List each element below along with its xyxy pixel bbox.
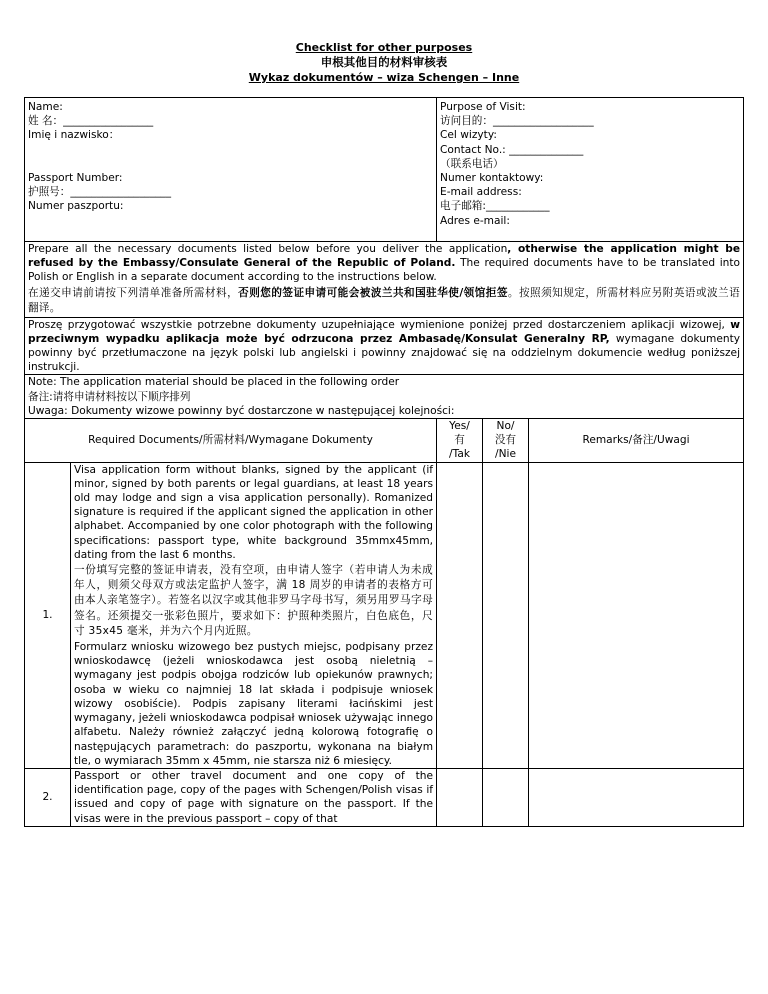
passport-label-cn[interactable]: 护照号：___________________	[28, 185, 172, 198]
item-number: 2.	[25, 768, 71, 826]
instructions-pl-3: wymagane dokumenty powinny być przetłumaczone na język polski lub angielski i powinny znajdować się na oddzielnym dokumencie według poniższej instrukcji.	[28, 332, 741, 374]
note-en: Note: The application material should be placed in the following order	[28, 376, 400, 389]
note-cell	[25, 375, 744, 419]
email-label-en: E-mail address:	[440, 186, 522, 199]
instructions-pl-2: w przeciwnym wypadku aplikacja może być odrzucona przez Ambasadę/Konsulat Generalny RP,	[28, 318, 741, 345]
col-no-cn: 没有	[494, 434, 517, 447]
applicant-right-cell	[437, 98, 744, 242]
item-text-cn: 一份填写完整的签证申请表，没有空项，由申请人签字（若申请人为未成年人，则须父母双方或法定监护人签字，满 18 周岁的申请者的表格方可由本人亲笔签字）。若签名以汉字或其他非罗马字母书写，须另用罗马字母签名。还须提交一张彩色照片，要求如下：护照种类照片，白色底色，尺寸 35x45 毫米，并为六个月内近照。	[74, 564, 434, 637]
instructions-cn-1: 在递交申请前请按下列清单准备所需材料，	[28, 286, 239, 299]
instructions-cn	[28, 286, 740, 316]
name-label-cn[interactable]: 姓 名：_________________	[28, 115, 154, 128]
checklist-item-row	[25, 768, 744, 826]
instructions-cell	[25, 242, 744, 318]
checklist-table	[24, 97, 744, 827]
purpose-label-cn[interactable]: 访问目的：___________________	[440, 115, 594, 128]
col-header-docs: Required Documents/所需材料/Wymagane Dokumenty	[25, 419, 437, 463]
instructions-cn-3: 。按照须知规定，所需材料应另附英语或波兰语翻译。	[28, 286, 741, 314]
applicant-info-row	[25, 98, 744, 242]
col-no-en: No/	[496, 420, 515, 433]
title-cn: 申根其他目的材料审核表	[320, 55, 448, 69]
instructions-cn-2: 否则您的签证申请可能会被波兰共和国驻华使/领馆拒签	[238, 286, 508, 299]
name-label-en: Name:	[28, 101, 63, 113]
col-yes-cn: 有	[454, 434, 465, 447]
note-pl: Uwaga: Dokumenty wizowe powinny być dostarczone w następującej kolejności:	[28, 404, 455, 417]
item-remarks-field[interactable]	[529, 768, 744, 826]
item-yes-checkbox[interactable]	[437, 462, 483, 768]
col-no-pl: /Nie	[495, 448, 516, 461]
email-label-pl: Adres e-mail:	[440, 214, 510, 227]
note-cn: 备注:请将申请材料按以下顺序排列	[28, 390, 191, 403]
title-en: Checklist for other purposes	[295, 41, 473, 54]
checklist-item-row	[25, 462, 744, 768]
contact-label-en[interactable]: Contact No.: ______________	[440, 143, 584, 156]
col-header-yes	[437, 419, 483, 463]
item-remarks-field[interactable]	[529, 462, 744, 768]
col-header-no	[483, 419, 529, 463]
purpose-label-en: Purpose of Visit:	[440, 101, 526, 113]
item-description	[71, 768, 437, 826]
purpose-label-pl: Cel wizyty:	[440, 129, 497, 142]
instructions-pl-row	[25, 317, 744, 375]
column-header-row	[25, 419, 744, 463]
item-description	[71, 462, 437, 768]
item-text-en: Passport or other travel document and one copy of the identification page, copy of the pages with Schengen/Polish visas if issued and copy of page with signature on the passport. If the visas were in the previous passport – copy of that	[74, 769, 434, 825]
item-yes-checkbox[interactable]	[437, 768, 483, 826]
item-text-pl: Formularz wniosku wizowego bez pustych miejsc, podpisany przez wnioskodawcę (jeżeli wnioskodawca jest osobą nieletnią – wymagany jest podpis obojga rodziców lub opiekunów prawnych; osoba w wieku co najmniej 18 lat składa i podpisuje wniosek wizowy osobiście). Podpis zapisany literami łacińskimi jest wymagany, jeżeli wnioskodawca podpisał wniosek używając innego alfabetu. Należy również załączyć jedną kolorową fotografię o następujących parametrach: do paszportu, wykonana na białym tle, o wymiarach 35mm x 45mm, nie starsza niż 6 miesięcy.	[74, 641, 434, 767]
instructions-en-2: , otherwise the application might be refused by the Embassy/Consulate General of the Republic of Poland.	[28, 243, 741, 270]
instructions-row	[25, 242, 744, 318]
instructions-en-1: Prepare all the necessary documents listed below before you deliver the application	[28, 243, 508, 255]
col-header-remarks: Remarks/备注/Uwagi	[529, 419, 744, 463]
instructions-pl-cell	[25, 317, 744, 375]
item-no-checkbox[interactable]	[483, 462, 529, 768]
name-label-pl: Imię i nazwisko：	[28, 129, 120, 142]
item-text-en: Visa application form without blanks, signed by the applicant (if minor, signed by both parents or legal guardians, at least 18 years old may lodge and sign a visa application personally). Romanized signature is required if the applicant signed the application in other alphabet. Accompanied by one color photograph with the following specifications: passport type, white background 35mmx45mm, dating from the last 6 months.	[74, 463, 434, 561]
col-yes-en: Yes/	[449, 420, 470, 433]
note-row	[25, 375, 744, 419]
item-number: 1.	[25, 462, 71, 768]
instructions-en	[28, 242, 740, 285]
applicant-left-cell	[25, 98, 437, 242]
instructions-en-3: The required documents have to be translated into Polish or English in a separate document according to the instructions below.	[28, 257, 741, 284]
item-no-checkbox[interactable]	[483, 768, 529, 826]
title-pl: Wykaz dokumentów – wiza Schengen – Inne	[248, 71, 520, 84]
passport-label-pl: Numer paszportu:	[28, 200, 124, 213]
passport-label-en: Passport Number:	[28, 171, 123, 184]
email-label-cn[interactable]: 电子邮箱:____________	[440, 200, 550, 213]
contact-label-pl: Numer kontaktowy:	[440, 172, 544, 185]
contact-label-cn: （联系电话）	[440, 157, 504, 170]
instructions-pl-1: Proszę przygotować wszystkie potrzebne dokumenty uzupełniające wymienione poniżej przed dostarczeniem aplikacji wizowej,	[28, 318, 731, 331]
col-yes-pl: /Tak	[449, 448, 470, 461]
